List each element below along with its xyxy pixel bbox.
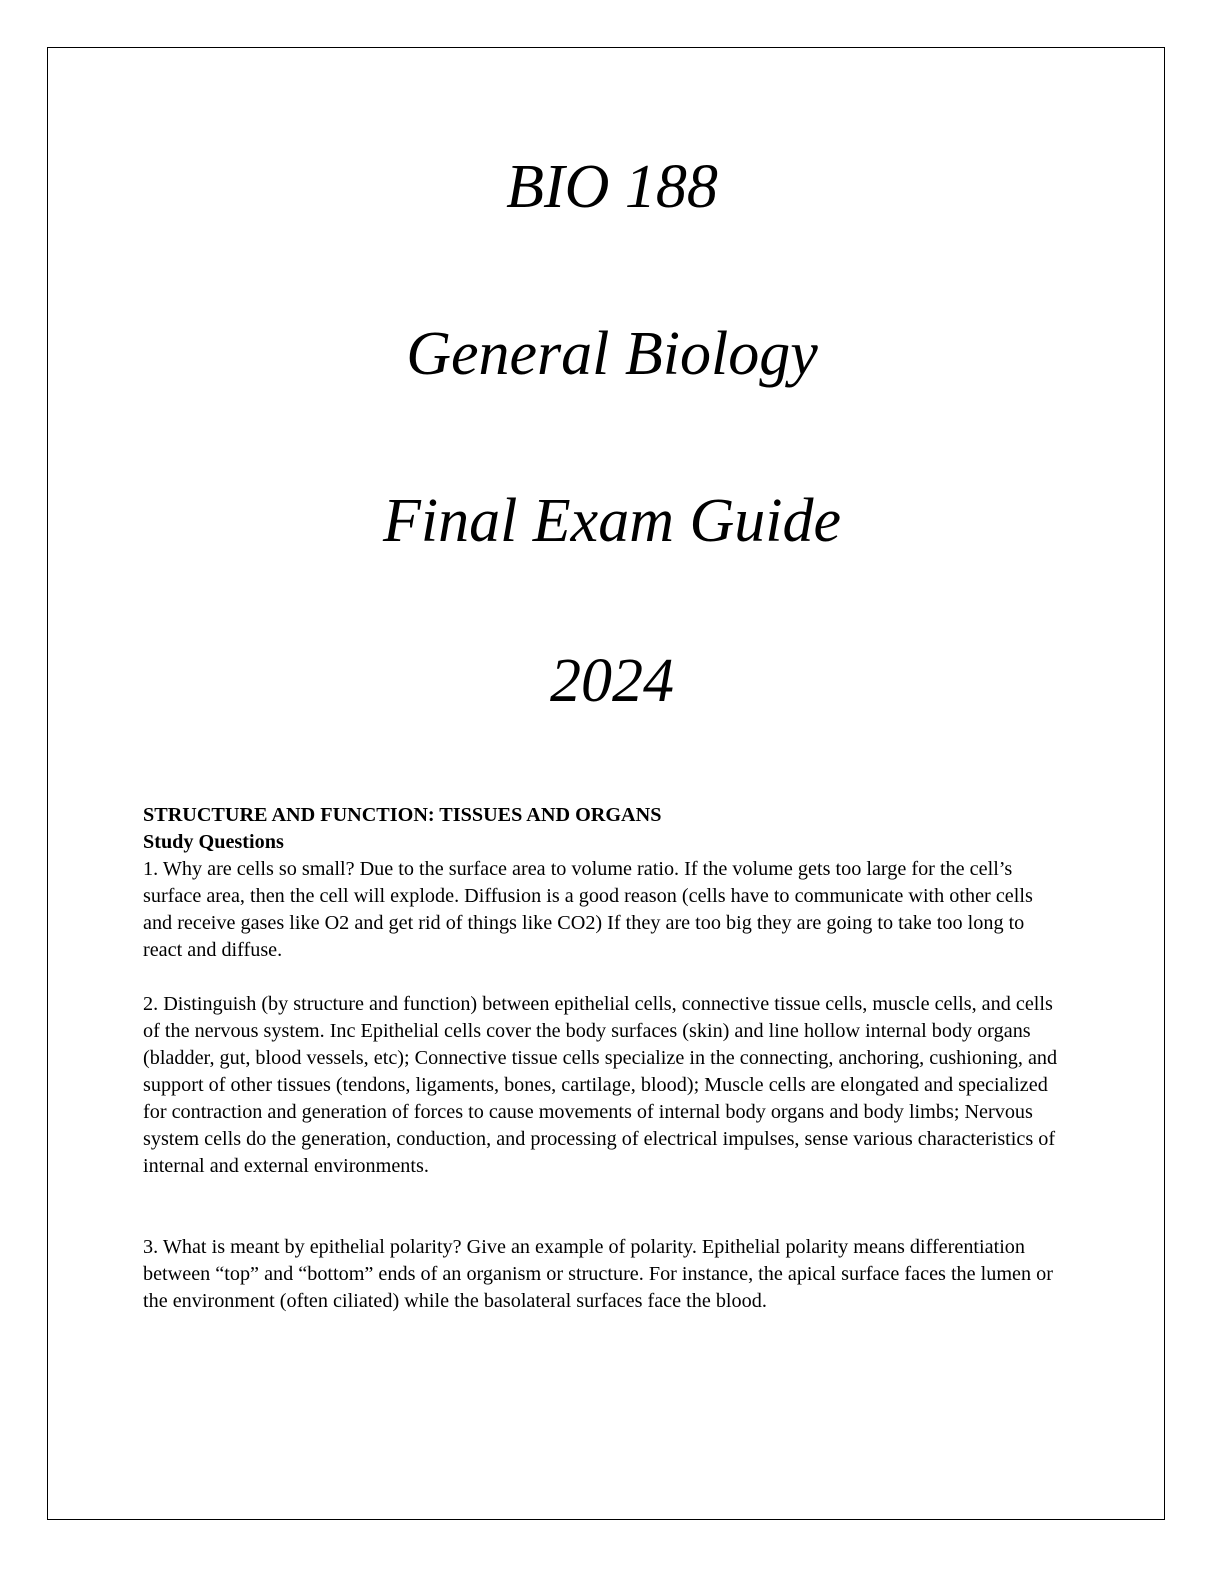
document-type-title: Final Exam Guide <box>382 487 841 555</box>
question-2: 2. Distinguish (by structure and function) between epithelial cells, connective tissue cells, muscle cells, and cells of the nervous system. Inc Epithelial cells cover the body surfaces (skin) and line hollow internal body organs (bladder, gut, blood vessels, etc); Connective tissue cells specialize in the connecting, anchoring, cushioning, and support of other tissues (tendons, ligaments, bones, cartilage, blood); Muscle cells are elongated and specialized for contraction and generation of forces to cause movements of internal body organs and body limbs; Nervous system cells do the generation, conduction, and processing of electrical impulses, sense various characteristics of internal and external environments. <box>143 993 1058 1177</box>
study-section <box>143 802 1063 1315</box>
section-subheading: Study Questions <box>143 831 284 853</box>
question-1: 1. Why are cells so small? Due to the surface area to volume ratio. If the volume gets too large for the cell’s surface area, then the cell will explode. Diffusion is a good reason (cells have to communicate with other cells and receive gases like O2 and get rid of things like CO2) If they are too big they are going to take too long to react and diffuse. <box>143 858 1033 961</box>
course-code-title: BIO 188 <box>506 153 718 221</box>
year-title: 2024 <box>550 647 674 715</box>
section-heading: STRUCTURE AND FUNCTION: TISSUES AND ORGANS <box>143 804 662 826</box>
course-name-title: General Biology <box>406 320 818 388</box>
question-3: 3. What is meant by epithelial polarity? Give an example of polarity. Epithelial polarity means differentiation between “top” and “bottom” ends of an organism or structure. For instance, the apical surface faces the lumen or the environment (often ciliated) while the basolateral surfaces face the blood. <box>143 1236 1053 1312</box>
